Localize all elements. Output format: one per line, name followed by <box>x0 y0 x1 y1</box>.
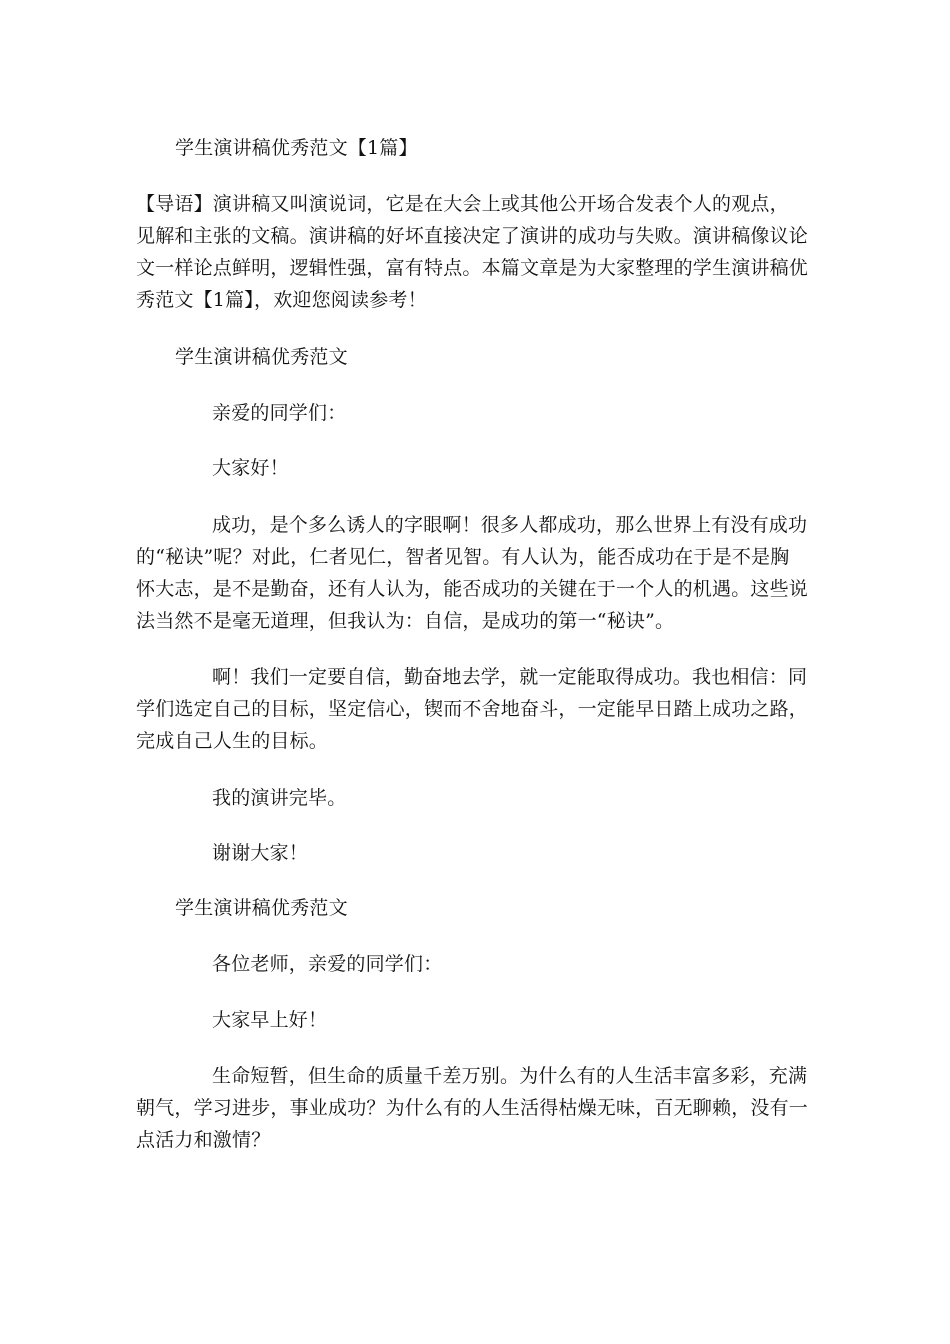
speech2-heading: 学生演讲稿优秀范文 <box>175 897 348 919</box>
speech2-salutation: 各位老师，亲爱的同学们： <box>212 953 443 975</box>
speech2-para1-line-3: 点活力和激情？ <box>136 1129 271 1151</box>
speech1-salutation: 亲爱的同学们： <box>212 402 347 424</box>
speech1-closing-2: 谢谢大家！ <box>212 842 309 864</box>
speech1-para1-line-2: 的“秘诀”呢？对此，仁者见仁，智者见智。有人认为，能否成功在于是不是胸 <box>136 546 790 568</box>
speech2-para1-line-2: 朝气，学习进步，事业成功？为什么有的人生活得枯燥无味，百无聊赖，没有一 <box>136 1097 809 1119</box>
speech1-para1-line-4: 法当然不是毫无道理，但我认为：自信，是成功的第一“秘诀”。 <box>136 610 675 632</box>
speech1-para1-line-1: 成功，是个多么诱人的字眼啊！很多人都成功，那么世界上有没有成功 <box>212 514 808 536</box>
speech2-greeting: 大家早上好！ <box>212 1009 328 1031</box>
document-title: 学生演讲稿优秀范文【1篇】 <box>175 137 418 159</box>
speech1-greeting: 大家好！ <box>212 457 289 479</box>
speech1-para2-line-2: 学们选定自己的目标，坚定信心，锲而不舍地奋斗，一定能早日踏上成功之路， <box>136 698 809 720</box>
intro-line-3: 文一样论点鲜明，逻辑性强，富有特点。本篇文章是为大家整理的学生演讲稿优 <box>136 257 809 279</box>
intro-line-1: 【导语】演讲稿又叫演说词，它是在大会上或其他公开场合发表个人的观点， <box>136 193 789 215</box>
speech1-para2-line-3: 完成自己人生的目标。 <box>136 730 329 752</box>
intro-line-2: 见解和主张的文稿。演讲稿的好坏直接决定了演讲的成功与失败。演讲稿像议论 <box>136 225 809 247</box>
speech2-para1-line-1: 生命短暂，但生命的质量千差万别。为什么有的人生活丰富多彩，充满 <box>212 1065 808 1087</box>
speech1-heading: 学生演讲稿优秀范文 <box>175 346 348 368</box>
intro-line-4: 秀范文【1篇】，欢迎您阅读参考！ <box>136 289 427 311</box>
speech1-para2-line-1: 啊！我们一定要自信，勤奋地去学，就一定能取得成功。我也相信：同 <box>212 666 808 688</box>
speech1-closing-1: 我的演讲完毕。 <box>212 787 347 809</box>
speech1-para1-line-3: 怀大志，是不是勤奋，还有人认为，能否成功的关键在于一个人的机遇。这些说 <box>136 578 809 600</box>
